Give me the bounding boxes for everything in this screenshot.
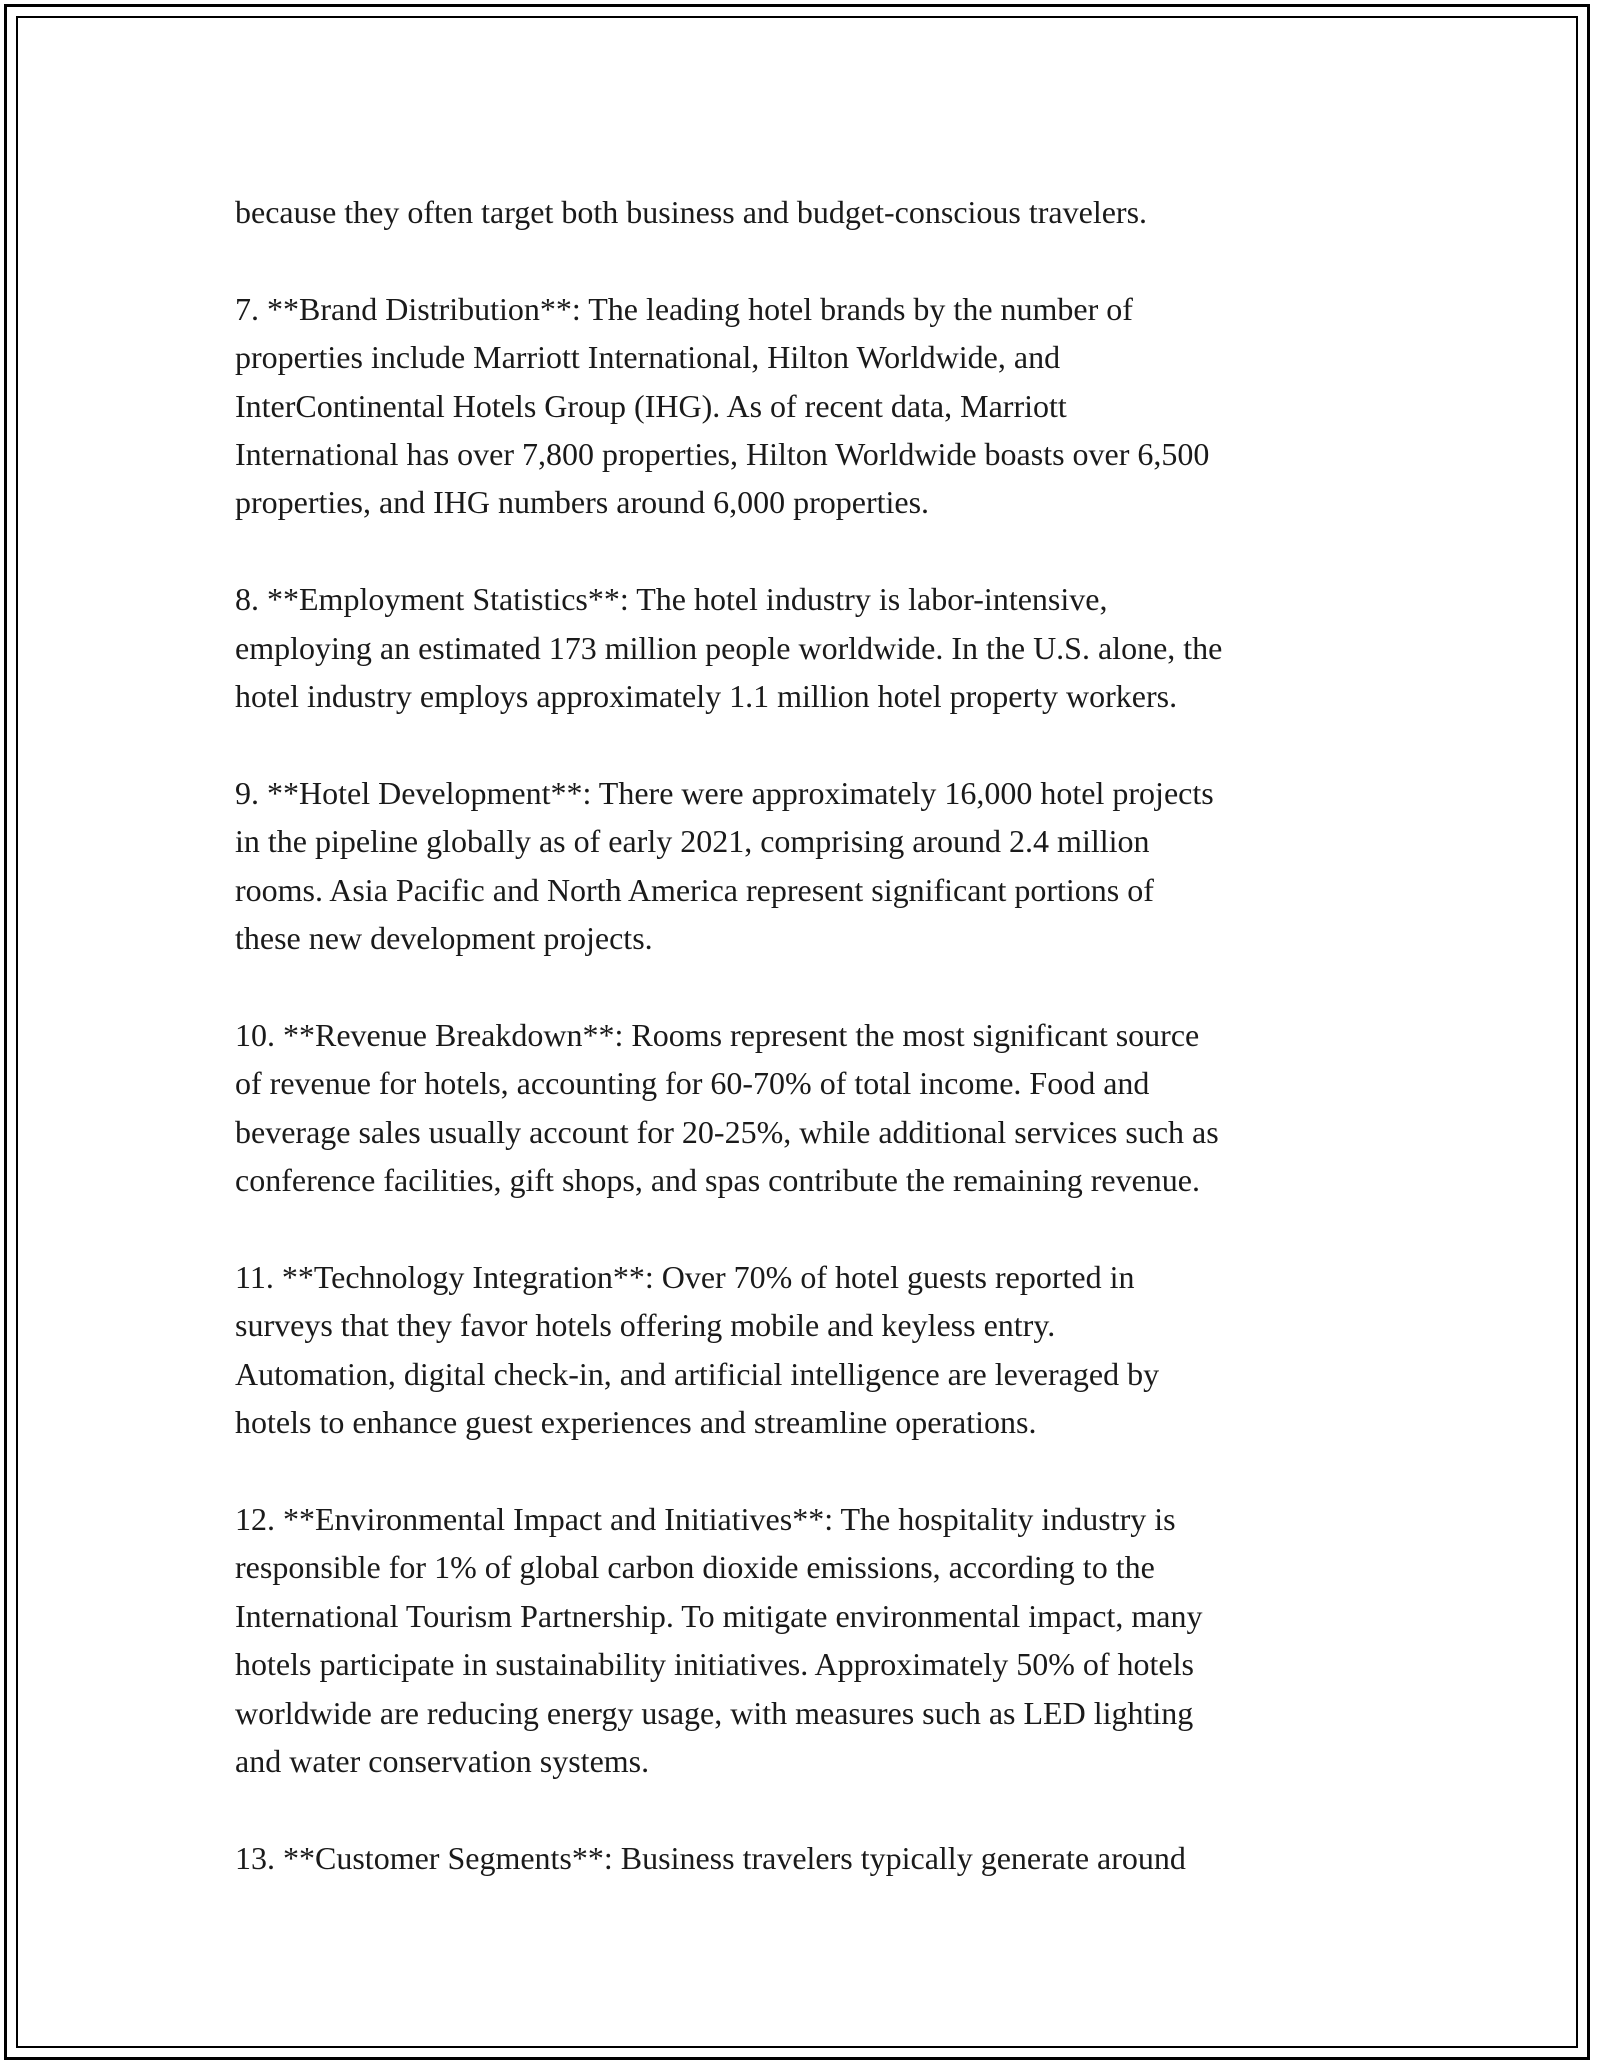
paragraph-brand-distribution: 7. **Brand Distribution**: The leading hotel brands by the number of properties include Marriott International, Hilton Worldwide, and InterContinental Hotels Group (IHG). As of recent data, Marriott International has over 7,800 properties, Hilton Worldwide boasts over 6,500 properties, and IHG numbers around 6,000 properties. [235, 290, 1210, 521]
document-body [235, 188, 1385, 1882]
paragraph-customer-segments: 13. **Customer Segments**: Business travelers typically generate around [235, 1839, 1186, 1876]
paragraph-continuation: because they often target both business and budget-conscious travelers. [235, 194, 1148, 230]
paragraph-hotel-development: 9. **Hotel Development**: There were approximately 16,000 hotel projects in the pipeline globally as of early 2021, comprising around 2.4 million rooms. Asia Pacific and North America represent significant portions of these new development projects. [235, 774, 1214, 957]
paragraph-employment-statistics: 8. **Employment Statistics**: The hotel industry is labor-intensive, employing an estimated 173 million people worldwide. In the U.S. alone, the hotel industry employs approximately 1.1 million hotel property workers. [235, 581, 1223, 715]
paragraph-environmental-impact: 12. **Environmental Impact and Initiatives**: The hospitality industry is responsible for 1% of global carbon dioxide emissions, according to the International Tourism Partnership. To mitigate environmental impact, many hotels participate in sustainability initiatives. Approximately 50% of hotels worldwide are reducing energy usage, with measures such as LED lighting and water conservation systems. [235, 1500, 1203, 1779]
paragraph-revenue-breakdown: 10. **Revenue Breakdown**: Rooms represent the most significant source of revenue for hotels, accounting for 60-70% of total income. Food and beverage sales usually account for 20-25%, while additional services such as conference facilities, gift shops, and spas contribute the remaining revenue. [235, 1016, 1219, 1199]
paragraph-technology-integration: 11. **Technology Integration**: Over 70% of hotel guests reported in surveys that they favor hotels offering mobile and keyless entry. Automation, digital check-in, and artificial intelligence are leveraged by hotels to enhance guest experiences and streamline operations. [235, 1258, 1160, 1441]
